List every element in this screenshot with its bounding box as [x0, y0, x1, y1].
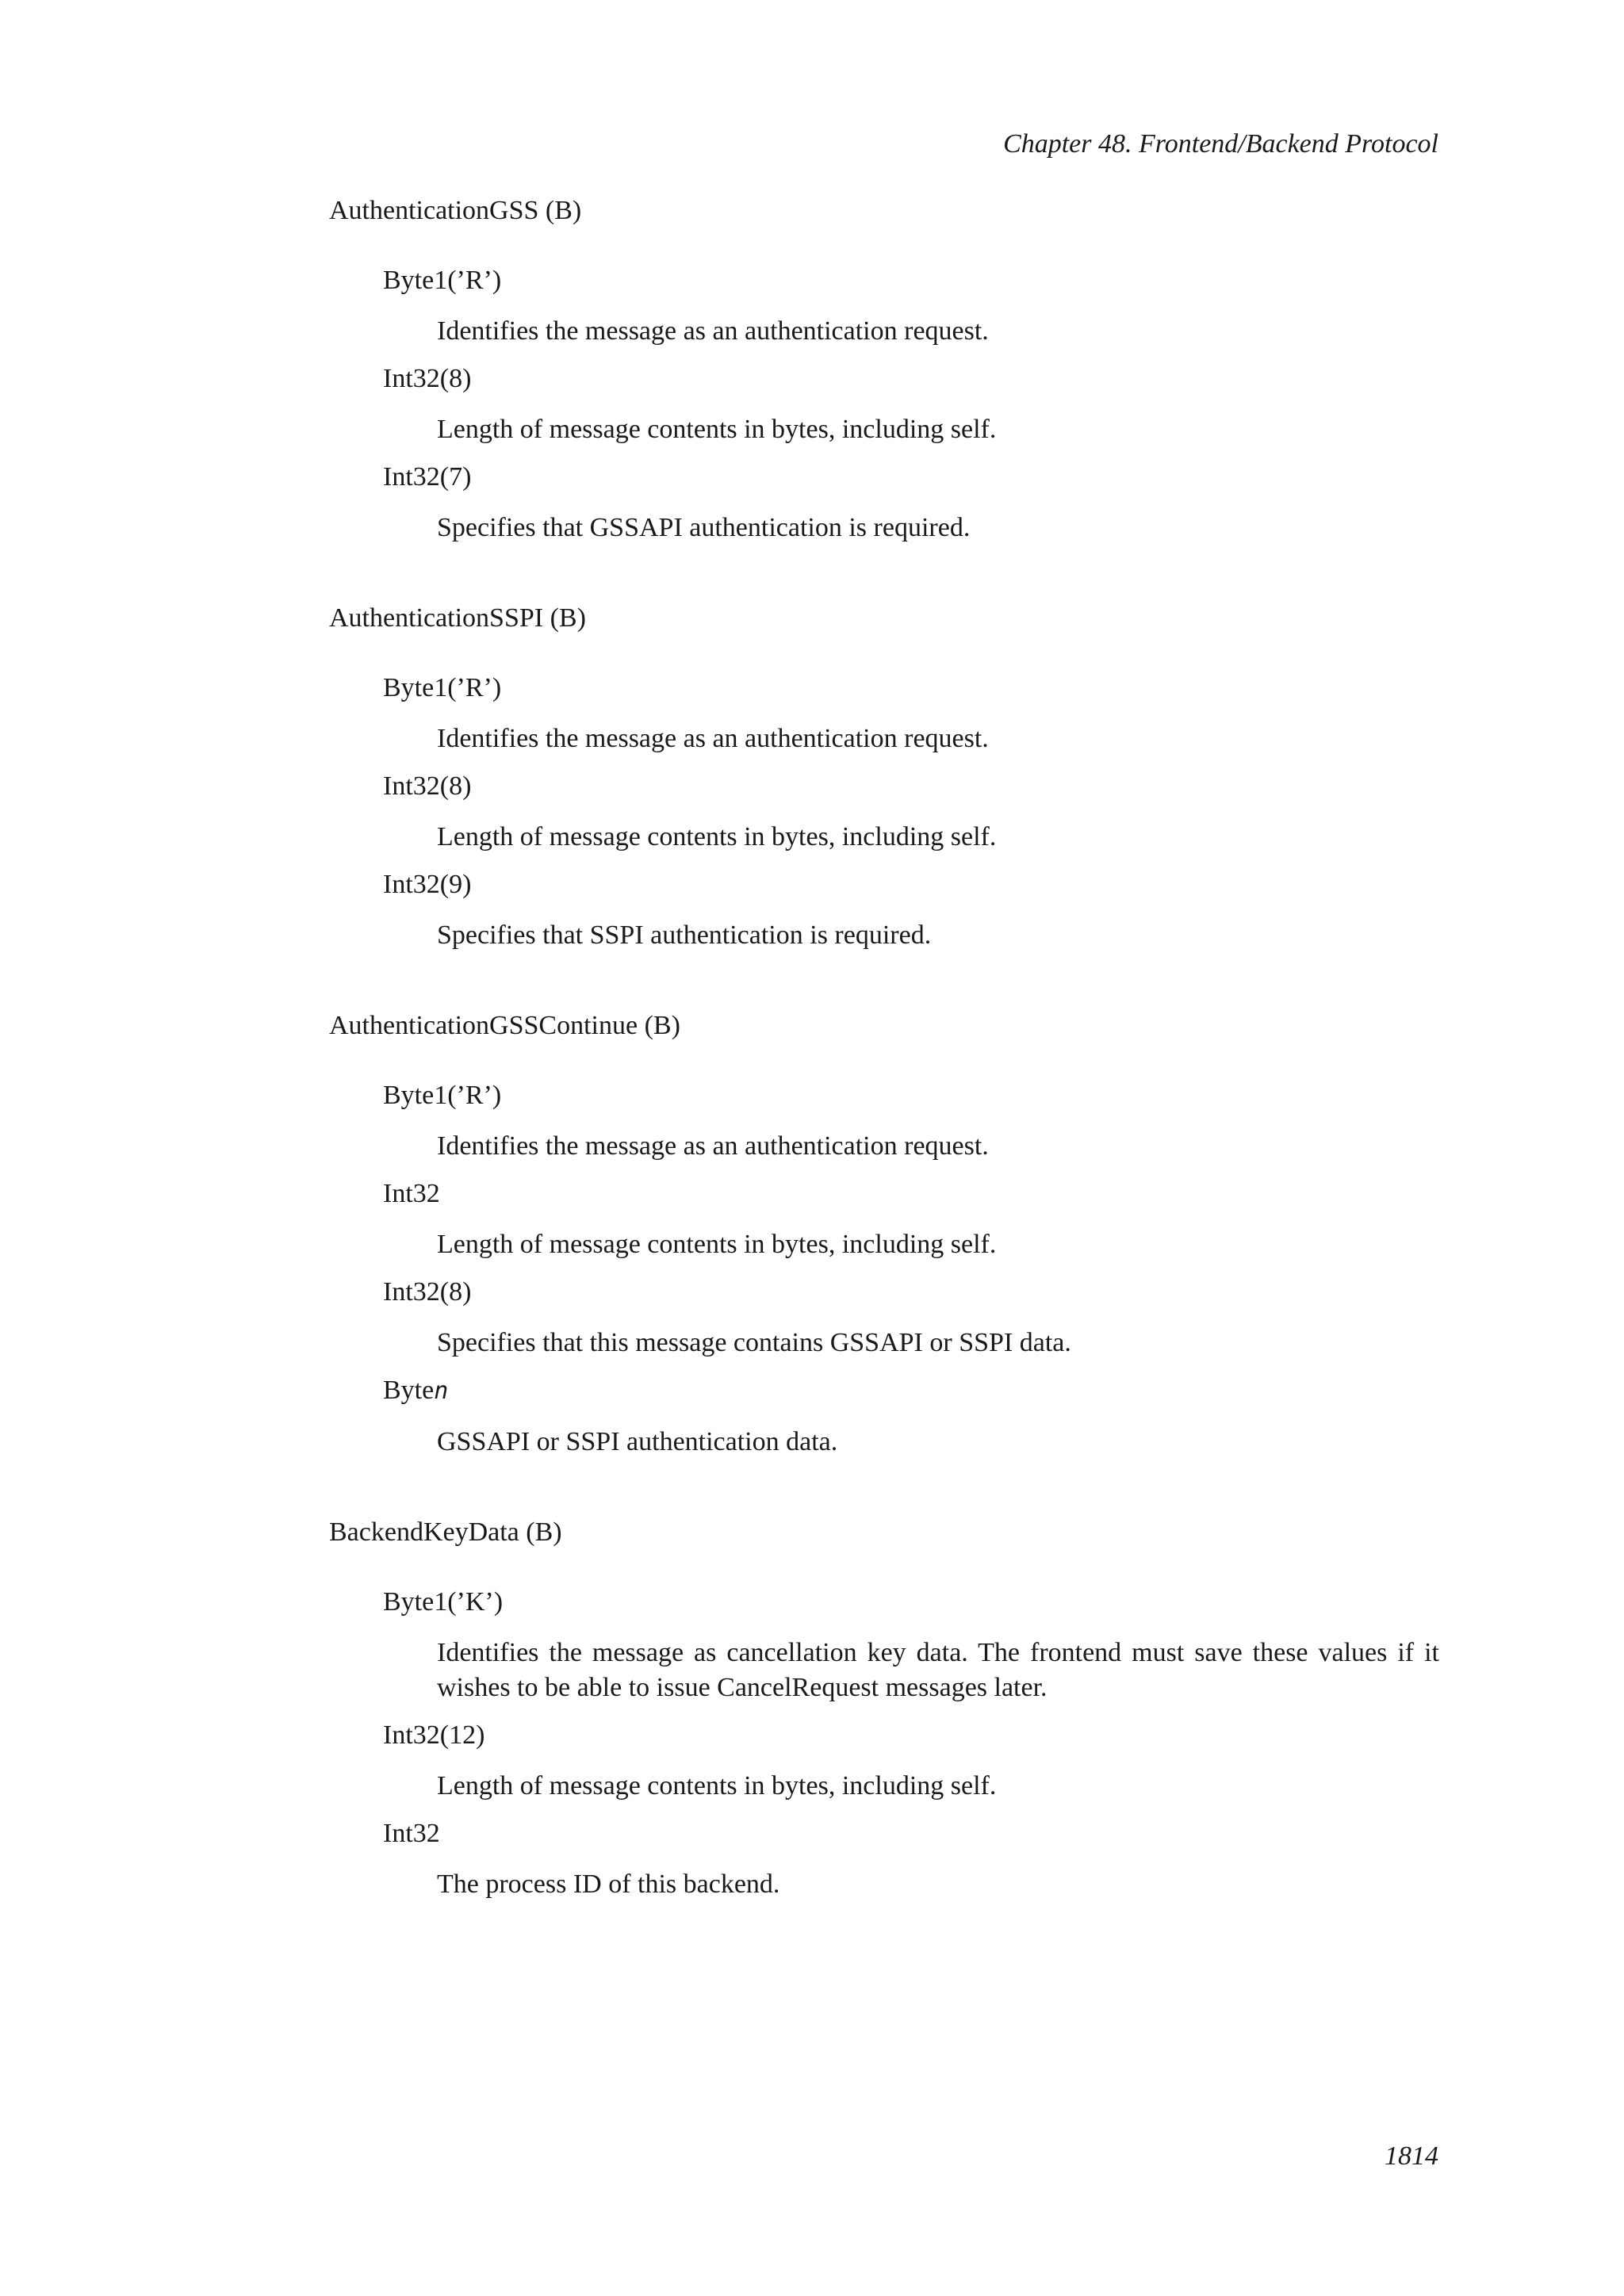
message-entry: [329, 1517, 1439, 1902]
field-description: Identifies the message as an authentication request.: [437, 1131, 989, 1161]
message-entry: [329, 603, 1439, 953]
field-description: Length of message contents in bytes, including self.: [437, 822, 997, 851]
field-description: Specifies that this message contains GSSAPI or SSPI data.: [437, 1328, 1071, 1357]
running-header: Chapter 48. Frontend/Backend Protocol: [1003, 129, 1438, 159]
field-term: Byte1(’R’): [383, 1081, 502, 1110]
field-description: Specifies that SSPI authentication is required.: [437, 920, 932, 950]
field-term: Byte1(’K’): [383, 1587, 504, 1617]
field-term: Int32: [383, 1819, 440, 1848]
field-term: Int32(9): [383, 870, 472, 899]
field-description: GSSAPI or SSPI authentication data.: [437, 1427, 838, 1456]
message-entry: [329, 195, 1439, 545]
field-term: Int32(12): [383, 1720, 485, 1750]
field-term: Byte1(’R’): [383, 673, 502, 702]
message-title: AuthenticationGSSContinue (B): [329, 1011, 680, 1040]
field-description: The process ID of this backend.: [437, 1869, 780, 1899]
field-description: Length of message contents in bytes, including self.: [437, 415, 997, 444]
document-content: [329, 195, 1439, 1959]
field-term-variable: n: [434, 1377, 449, 1405]
field-term: [383, 1375, 1439, 1407]
field-description: Specifies that GSSAPI authentication is required.: [437, 513, 971, 542]
field-term: Byte1(’R’): [383, 266, 502, 295]
field-term-prefix: Byte: [383, 1376, 435, 1405]
message-entry: [329, 1010, 1439, 1460]
page-number: 1814: [1385, 2141, 1438, 2171]
field-term: Int32(8): [383, 1277, 472, 1307]
message-title: BackendKeyData (B): [329, 1517, 562, 1547]
field-term: Int32(8): [383, 364, 472, 393]
field-description: Identifies the message as an authentication request.: [437, 724, 989, 753]
field-description: Length of message contents in bytes, including self.: [437, 1230, 997, 1259]
field-description: Length of message contents in bytes, including self.: [437, 1771, 997, 1800]
message-title: AuthenticationGSS (B): [329, 196, 582, 225]
field-term: Int32(8): [383, 771, 472, 801]
field-term: Int32(7): [383, 462, 472, 492]
message-title: AuthenticationSSPI (B): [329, 603, 586, 633]
field-description: Identifies the message as cancellation key data. The frontend must save these values if it wishes to be able to issue CancelRequest messages later.: [437, 1638, 1439, 1702]
field-description: Identifies the message as an authentication request.: [437, 316, 989, 346]
field-term: Int32: [383, 1179, 440, 1208]
